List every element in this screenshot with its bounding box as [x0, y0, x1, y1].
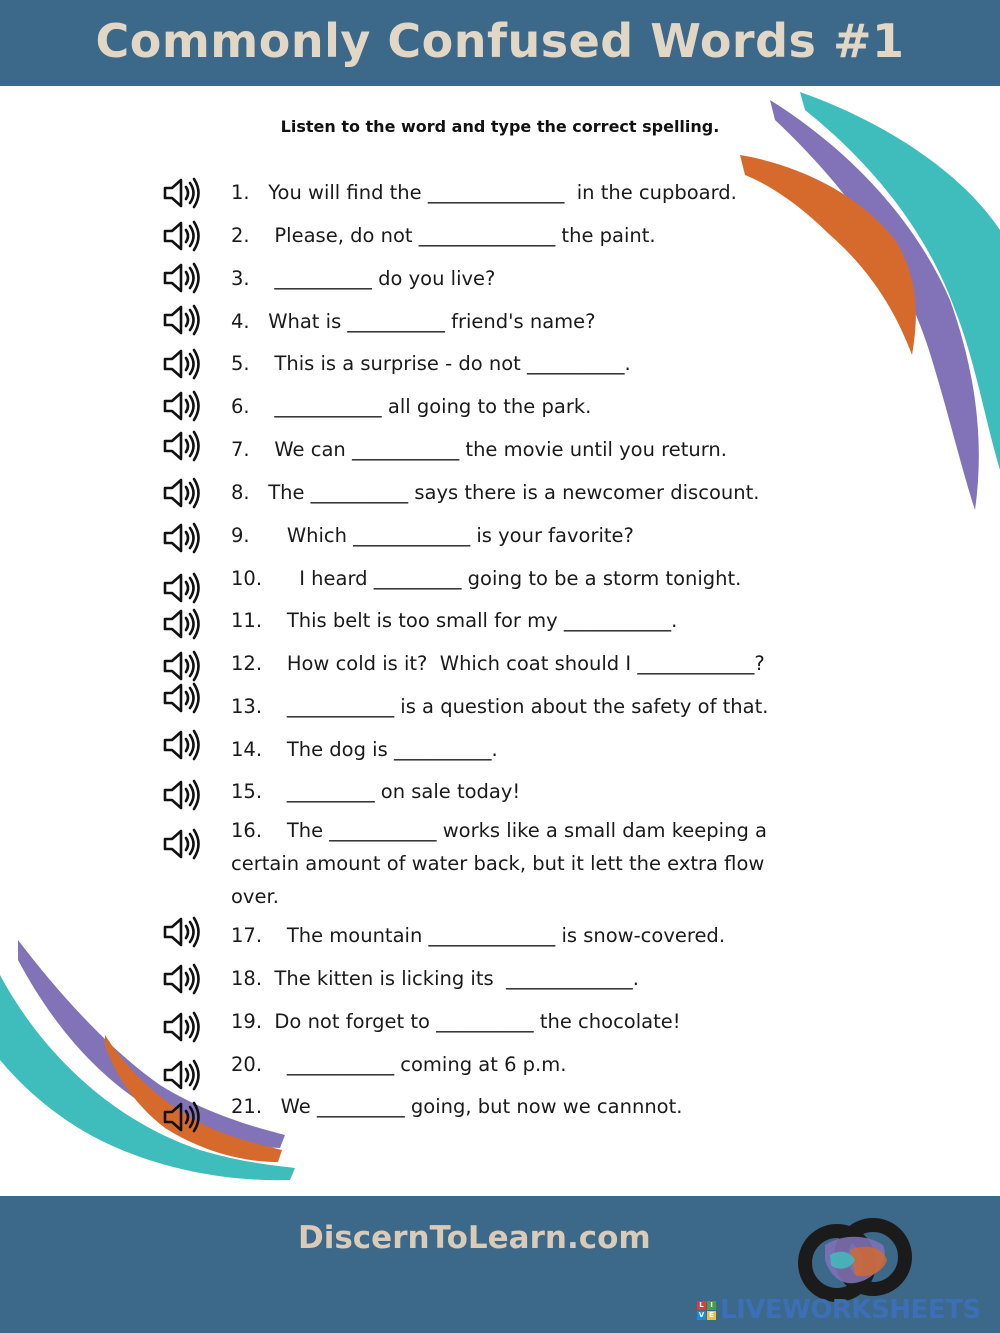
- question-number: 16.: [231, 819, 263, 842]
- question-11: [231, 604, 801, 637]
- question-text: The kitten is licking its _____________.: [274, 967, 639, 990]
- question-1: [231, 176, 801, 209]
- question-14: [231, 733, 801, 766]
- speaker-icon[interactable]: [161, 1010, 201, 1044]
- question-text: ___________ coming at 6 p.m.: [280, 1053, 567, 1076]
- question-number: 15.: [231, 780, 263, 803]
- question-number: 2.: [231, 224, 250, 247]
- question-number: 9.: [231, 524, 250, 547]
- speaker-icon[interactable]: [161, 962, 201, 996]
- question-number: 11.: [231, 609, 263, 632]
- speaker-icon[interactable]: [161, 827, 201, 861]
- question-5: [231, 347, 801, 380]
- question-number: 19.: [231, 1010, 263, 1033]
- question-19: [231, 1005, 801, 1038]
- question-text: _________ on sale today!: [280, 780, 521, 803]
- question-text: You will find the ______________ in the cupboard.: [268, 181, 737, 204]
- liveworksheets-text: LIVEWORKSHEETS: [720, 1295, 981, 1325]
- question-number: 18.: [231, 967, 263, 990]
- question-text: I heard _________ going to be a storm tonight.: [280, 567, 742, 590]
- speaker-icon[interactable]: [161, 476, 201, 510]
- speaker-icon[interactable]: [161, 728, 201, 762]
- question-15: [231, 775, 801, 808]
- question-18: [231, 962, 801, 995]
- speaker-icon[interactable]: [161, 649, 201, 683]
- page-title: Commonly Confused Words #1: [95, 14, 905, 68]
- question-number: 6.: [231, 395, 250, 418]
- speaker-icon[interactable]: [161, 571, 201, 605]
- speaker-icon[interactable]: [161, 681, 201, 715]
- question-number: 3.: [231, 267, 250, 290]
- question-text: The ___________ works like a small dam keeping a certain amount of water back, but it lett the extra flow over.: [231, 819, 767, 908]
- question-7: [231, 433, 801, 466]
- speaker-icon[interactable]: [161, 176, 201, 210]
- question-20: [231, 1048, 801, 1081]
- speaker-icon[interactable]: [161, 1058, 201, 1092]
- question-text: __________ do you live?: [268, 267, 496, 290]
- instruction-text: Listen to the word and type the correct spelling.: [280, 117, 720, 136]
- question-text: The mountain _____________ is snow-covered.: [280, 924, 726, 947]
- logo-letter: E: [707, 1311, 716, 1320]
- question-4: [231, 305, 801, 338]
- footer-site-link[interactable]: DiscernToLearn.com: [298, 1220, 651, 1256]
- question-text: This is a surprise - do not __________.: [268, 352, 631, 375]
- speaker-icon[interactable]: [161, 1100, 201, 1134]
- question-16: [231, 814, 796, 913]
- question-number: 17.: [231, 924, 263, 947]
- question-number: 7.: [231, 438, 250, 461]
- question-text: We _________ going, but now we cannnot.: [280, 1095, 683, 1118]
- question-text: Please, do not ______________ the paint.: [268, 224, 656, 247]
- question-number: 21.: [231, 1095, 263, 1118]
- question-number: 10.: [231, 567, 263, 590]
- question-17: [231, 919, 801, 952]
- question-text: This belt is too small for my ___________.: [280, 609, 678, 632]
- logo-letter: V: [698, 1310, 705, 1319]
- question-text: ___________ all going to the park.: [268, 395, 592, 418]
- speaker-icon[interactable]: [161, 607, 201, 641]
- question-number: 12.: [231, 652, 263, 675]
- question-text: Which ____________ is your favorite?: [268, 524, 634, 547]
- question-text: We can ___________ the movie until you return.: [268, 438, 727, 461]
- question-13: [231, 690, 801, 723]
- liveworksheets-branding: [697, 1295, 981, 1325]
- question-number: 20.: [231, 1053, 263, 1076]
- question-10: [231, 562, 801, 595]
- question-text: What is __________ friend's name?: [268, 310, 596, 333]
- question-number: 4.: [231, 310, 250, 333]
- question-number: 1.: [231, 181, 250, 204]
- question-number: 8.: [231, 481, 250, 504]
- logo-letter: I: [707, 1301, 716, 1310]
- speaker-icon[interactable]: [161, 429, 201, 463]
- question-21: [231, 1090, 801, 1123]
- speaker-icon[interactable]: [161, 521, 201, 555]
- speaker-icon[interactable]: [161, 778, 201, 812]
- question-number: 13.: [231, 695, 263, 718]
- liveworksheets-logo-icon: [697, 1301, 716, 1320]
- question-number: 5.: [231, 352, 250, 375]
- logo-letter: L: [697, 1301, 706, 1310]
- question-8: [231, 476, 801, 509]
- question-text: How cold is it? Which coat should I ____________?: [280, 652, 765, 675]
- question-text: Do not forget to __________ the chocolate!: [274, 1010, 681, 1033]
- question-2: [231, 219, 801, 252]
- speaker-icon[interactable]: [161, 915, 201, 949]
- question-text: ___________ is a question about the safety of that.: [280, 695, 769, 718]
- speaker-icon[interactable]: [161, 347, 201, 381]
- question-9: [231, 519, 801, 552]
- speaker-icon[interactable]: [161, 389, 201, 423]
- speaker-icon[interactable]: [161, 261, 201, 295]
- question-text: The dog is __________.: [280, 738, 498, 761]
- question-6: [231, 390, 801, 423]
- question-text: The __________ says there is a newcomer discount.: [268, 481, 760, 504]
- speaker-icon[interactable]: [161, 219, 201, 253]
- speaker-icon[interactable]: [161, 303, 201, 337]
- question-12: [231, 647, 801, 680]
- question-3: [231, 262, 801, 295]
- question-number: 14.: [231, 738, 263, 761]
